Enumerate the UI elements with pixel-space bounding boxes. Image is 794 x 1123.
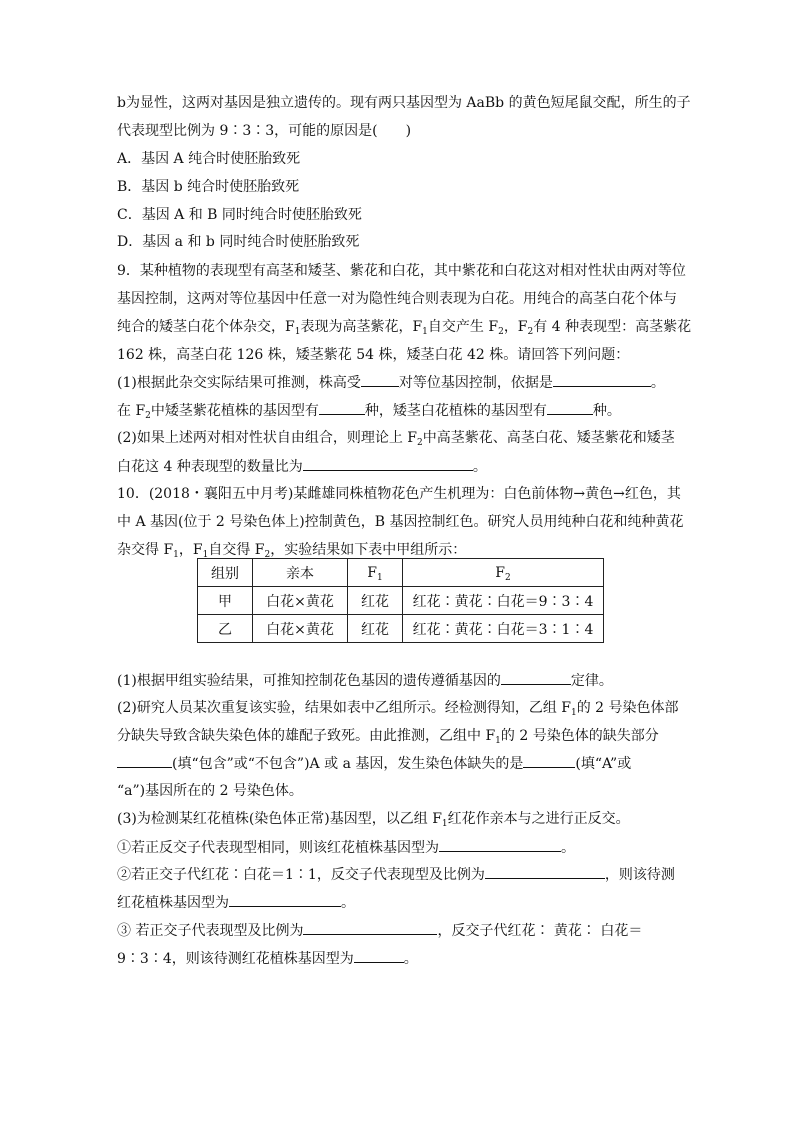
q10-part2-cont: “a”)基因所在的 2 号染色体。	[117, 783, 303, 799]
table-row	[198, 615, 604, 643]
q10-case2: ②若正交子代红花∶白花＝1∶1，反交子代表现型及比例为 ，则该待测	[117, 864, 675, 885]
q10-case2-cont: 红花植株基因型为 。	[117, 892, 355, 913]
table-cell: 乙	[198, 615, 253, 643]
q9-part2: (2)如果上述两对相对性状自由组合，则理论上 $F_2$中高茎紫花、高茎白花、矮茎紫花和矮茎	[117, 430, 675, 448]
q9-stem-line: 9．某种植物的表现型有高茎和矮茎、紫花和白花，其中紫花和白花这对相对性状由两对等位	[117, 263, 686, 279]
q10-case3-cont: 9∶3∶4，则该待测红花植株基因型为 。	[117, 948, 418, 969]
q10-part2-cont: 分缺失导致含缺失染色体的雄配子致死。由此推测，乙组中 $F_1$的 2 号染色体的缺失部分	[117, 728, 659, 746]
q8-text-line: b为显性，这两对基因是独立遗传的。现有两只基因型为 AaBb 的黄色短尾鼠交配，所生的子	[117, 95, 691, 111]
experiment-results-table	[197, 558, 604, 643]
answer-blank[interactable]	[501, 670, 571, 685]
q8-option-a: A．基因 A 纯合时使胚胎致死	[117, 151, 301, 167]
q10-stem-line: 杂交得 $F_1$，$F_1$自交得 $F_2$，实验结果如下表中甲组所示：	[117, 542, 467, 560]
answer-blank[interactable]	[523, 753, 575, 768]
answer-blank[interactable]	[303, 920, 437, 935]
answer-blank[interactable]	[553, 372, 651, 387]
table-cell: 红花	[348, 587, 403, 615]
answer-blank[interactable]	[117, 753, 172, 768]
table-header-cell: $F_2$	[403, 559, 604, 587]
table-header-cell: 组别	[198, 559, 253, 587]
table-header-cell: 亲本	[253, 559, 348, 587]
answer-blank[interactable]	[439, 837, 561, 852]
q9-part1-cont: 在 $F_2$中矮茎紫花植株的基因型有 种，矮茎白花植株的基因型有 种。	[117, 400, 621, 421]
table-cell: 白花×黄花	[253, 587, 348, 615]
answer-blank[interactable]	[319, 400, 365, 415]
table-cell: 红花	[348, 615, 403, 643]
answer-blank[interactable]	[229, 892, 341, 907]
q10-part3: (3)为检测某红花植株(染色体正常)基因型，以乙组 $F_1$红花作亲本与之进行正反交。	[117, 811, 630, 829]
table-header-row	[198, 559, 604, 587]
table-cell: 甲	[198, 587, 253, 615]
table-cell: 红花∶黄花∶白花＝3∶1∶4	[403, 615, 604, 643]
q9-part2-cont: 白花这 4 种表现型的数量比为 。	[117, 456, 487, 477]
table-cell: 红花∶黄花∶白花＝9∶3∶4	[403, 587, 604, 615]
q10-stem-line: 中 A 基因(位于 2 号染色体上)控制黄色，B 基因控制红色。研究人员用纯种白花和纯种黄花	[117, 514, 684, 530]
q10-part2: (2)研究人员某次重复该实验，结果如表中乙组所示。经检测得知，乙组 $F_1$的 2 号染色体部	[117, 700, 679, 718]
q10-case3: ③ 若正交子代表现型及比例为 ，反交子代红花∶ 黄花∶ 白花＝	[117, 920, 642, 941]
table-header-cell: $F_1$	[348, 559, 403, 587]
answer-blank[interactable]	[303, 456, 473, 471]
q9-stem-line: 162 株，高茎白花 126 株，矮茎紫花 54 株，矮茎白花 42 株。请回答下列问题：	[117, 347, 630, 363]
q9-stem-line: 纯合的矮茎白花个体杂交，$F_1$表现为高茎紫花，$F_1$自交产生 $F_2$，$F_2$有 4 种表现型：高茎紫花	[117, 319, 692, 337]
q8-text-line: 代表现型比例为 9∶3∶3，可能的原因是( )	[117, 123, 412, 139]
answer-blank[interactable]	[485, 864, 605, 879]
q9-part1: (1)根据此杂交实际结果可推测，株高受 对等位基因控制，依据是 。	[117, 372, 665, 393]
answer-blank[interactable]	[547, 400, 593, 415]
table-row	[198, 587, 604, 615]
q10-part1: (1)根据甲组实验结果，可推知控制花色基因的遗传遵循基因的 定律。	[117, 670, 613, 691]
q8-option-b: B．基因 b 纯合时使胚胎致死	[117, 179, 300, 195]
q10-stem-line: 10．(2018・襄阳五中月考)某雌雄同株植物花色产生机理为：白色前体物→黄色→红色，其	[117, 486, 681, 502]
answer-blank[interactable]	[354, 948, 404, 963]
q8-option-d: D．基因 a 和 b 同时纯合时使胚胎致死	[117, 234, 360, 250]
table-cell: 白花×黄花	[253, 615, 348, 643]
q8-option-c: C．基因 A 和 B 同时纯合时使胚胎致死	[117, 207, 362, 223]
q10-case1: ①若正反交子代表现型相同，则该红花植株基因型为 。	[117, 837, 575, 858]
q9-stem-line: 基因控制，这两对等位基因中任意一对为隐性纯合则表现为白花。用纯合的高茎白花个体与	[117, 291, 677, 307]
answer-blank[interactable]	[361, 372, 399, 387]
q10-part2-cont: (填“包含”或“不包含”)A 或 a 基因，发生染色体缺失的是 (填“A”或	[117, 753, 631, 774]
